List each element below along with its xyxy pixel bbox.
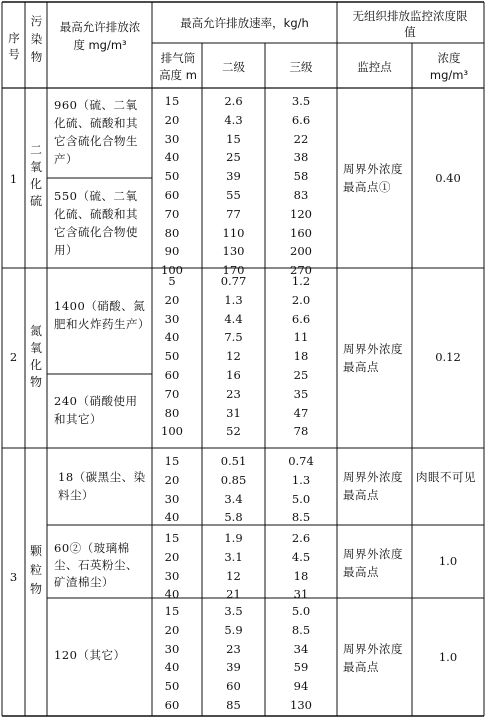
group1-sub1-concentration: 960（硫、二氧化硫、硫酸和其它含硫化合物生产）: [54, 98, 138, 166]
header-seq: 序号: [8, 31, 20, 61]
group3-sub1-monitor: 周界外浓度最高点: [343, 470, 403, 502]
header-grade2: 二级: [222, 60, 245, 74]
header-grade3: 三级: [289, 60, 313, 74]
group1-grade2: 2.6 4.3 15 25 39 55 77 110 130 170: [222, 94, 245, 278]
header-max-rate: 最高允许排放速率，kg/h: [180, 16, 309, 30]
group3-sub1-heights: 15 20 30 40: [164, 454, 180, 525]
header-conc: 浓度 mg/m³: [429, 51, 469, 82]
group3-sub3-heights: 15 20 30 40 50 60: [164, 604, 180, 712]
group3-sub1-grade3: 0.74 1.3 5.0 8.5: [288, 454, 314, 525]
group2-sub2-concentration: 240（硝酸使用和其它）: [54, 394, 138, 426]
group3-pollutant: 颗粒物: [29, 544, 42, 596]
group3-seq: 3: [9, 570, 18, 584]
group1-monitor: 周界外浓度最高点①: [343, 162, 403, 194]
group3-sub3-grade2: 3.5 5.9 23 39 60 85: [224, 604, 243, 712]
group2-grade2: 0.77 1.3 4.4 7.5 12 16 23 31 52: [220, 274, 247, 439]
group2-monitor: 周界外浓度最高点: [343, 342, 403, 374]
group3-sub1-concentration: 18（碳黑尘、染料尘）: [58, 470, 146, 502]
group1-pollutant: 二氧化硫: [29, 143, 42, 208]
group3-sub2-grade2: 1.9 3.1 12 21: [224, 531, 243, 602]
group3-sub1-limit: 肉眼不可见: [416, 470, 476, 484]
group3-sub2-grade3: 2.6 4.5 18 31: [291, 531, 311, 602]
header-pollutant: 污染物: [30, 14, 43, 64]
group3-sub3-grade3: 5.0 8.5 34 59 94 130: [290, 604, 312, 712]
group1-grade3: 3.5 6.6 22 38 58 83 120 160 200 270: [290, 94, 312, 278]
group1-sub2-concentration: 550（硫、二氧化硫、硫酸和其它含硫化合物使用）: [54, 189, 138, 257]
group3-sub2-concentration: 60②（玻璃棉尘、石英粉尘、矿渣棉尘）: [54, 541, 138, 589]
group3-sub2-monitor: 周界外浓度最高点: [343, 547, 403, 579]
group2-seq: 2: [9, 350, 18, 364]
group3-sub1-grade2: 0.51 0.85 3.4 5.8: [220, 454, 247, 525]
group2-heights: 5 20 30 40 50 60 70 80 100: [161, 274, 183, 439]
group1-seq: 1: [9, 172, 18, 186]
header-max-conc: 最高允许排放浓度 mg/m³: [59, 20, 141, 52]
group3-sub3-limit: 1.0: [438, 650, 458, 664]
header-unorganized: 无组织排放监控浓度限值: [352, 9, 468, 39]
group1-limit: 0.40: [435, 171, 461, 185]
group3-sub2-heights: 15 20 30 40: [164, 531, 180, 602]
group3-sub3-concentration: 120（其它）: [54, 648, 126, 662]
header-stack-height: 排气筒高度 m: [159, 51, 197, 82]
group2-grade3: 1.2 2.0 6.6 11 18 25 35 47 78: [291, 274, 311, 439]
header-monitor-point: 监控点: [357, 60, 392, 74]
group3-sub3-monitor: 周界外浓度最高点: [343, 642, 403, 674]
group2-pollutant: 氮氧化物: [29, 324, 42, 389]
group1-heights: 15 20 30 40 50 60 70 80 90 100: [161, 94, 183, 278]
group2-limit: 0.12: [435, 350, 461, 364]
group2-sub1-concentration: 1400（硝酸、氮肥和火炸药生产）: [54, 299, 150, 331]
group3-sub2-limit: 1.0: [438, 554, 458, 568]
